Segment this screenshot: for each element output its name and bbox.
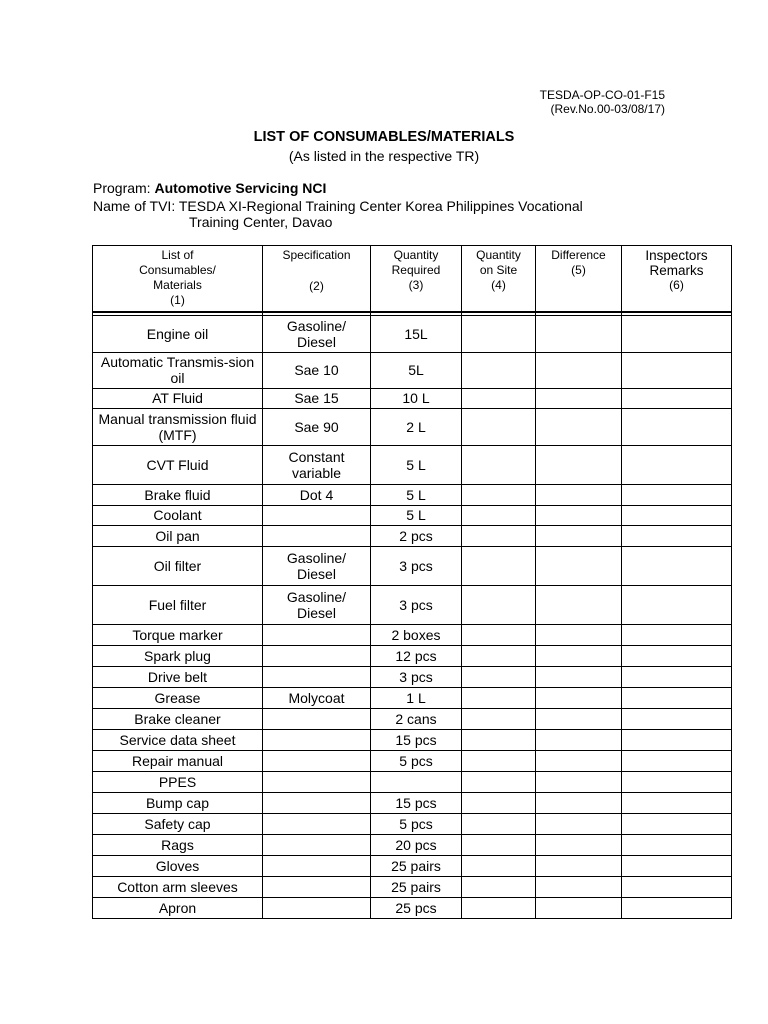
table-row [93,525,732,546]
qty-on-site-cell [462,525,536,546]
program-line [93,180,326,196]
qty-required-cell [371,771,462,792]
item-cell: Safety cap [93,813,263,834]
qty-on-site-cell [462,546,536,585]
difference-cell [536,484,622,505]
remarks-cell [622,792,732,813]
qty-required-cell: 5 pcs [371,750,462,771]
program-value: Automotive Servicing NCI [154,180,327,196]
difference-cell [536,645,622,666]
item-cell: Apron [93,897,263,918]
table-row [93,505,732,525]
qty-on-site-cell [462,771,536,792]
form-code-block [540,88,665,116]
remarks-cell [622,645,732,666]
qty-required-cell: 15L [371,315,462,352]
remarks-cell [622,876,732,897]
item-cell: CVT Fluid [93,445,263,484]
difference-cell [536,408,622,445]
col-header-quantity-required: Quantity Required (3) [371,246,462,312]
remarks-cell [622,687,732,708]
table-row [93,855,732,876]
item-cell: Drive belt [93,666,263,687]
col-header-specification: Specification (2) [263,246,371,312]
qty-on-site-cell [462,687,536,708]
item-cell: Cotton arm sleeves [93,876,263,897]
remarks-cell [622,546,732,585]
qty-required-cell: 1 L [371,687,462,708]
qty-required-cell: 20 pcs [371,834,462,855]
difference-cell [536,813,622,834]
spec-cell: Dot 4 [263,484,371,505]
remarks-cell [622,445,732,484]
spec-cell [263,624,371,645]
qty-required-cell: 5 L [371,445,462,484]
page-title: LIST OF CONSUMABLES/MATERIALS [253,129,515,145]
spec-cell: Sae 90 [263,408,371,445]
table-row [93,484,732,505]
spec-cell: Gasoline/ Diesel [263,585,371,624]
item-cell: Brake cleaner [93,708,263,729]
tvi-value: TESDA XI-Regional Training Center Korea Philippines Vocational [178,198,583,214]
spec-cell [263,771,371,792]
table-row [93,352,732,388]
difference-cell [536,687,622,708]
spec-cell [263,834,371,855]
item-cell: Fuel filter [93,585,263,624]
qty-on-site-cell [462,666,536,687]
qty-required-cell: 3 pcs [371,666,462,687]
qty-on-site-cell [462,708,536,729]
qty-required-cell: 2 boxes [371,624,462,645]
item-cell: Spark plug [93,645,263,666]
qty-required-cell: 5L [371,352,462,388]
qty-on-site-cell [462,876,536,897]
difference-cell [536,729,622,750]
qty-required-cell: 25 pcs [371,897,462,918]
remarks-cell [622,408,732,445]
spec-cell: Sae 10 [263,352,371,388]
remarks-cell [622,708,732,729]
difference-cell [536,585,622,624]
qty-on-site-cell [462,484,536,505]
qty-on-site-cell [462,645,536,666]
qty-on-site-cell [462,352,536,388]
item-cell: Oil pan [93,525,263,546]
remarks-cell [622,729,732,750]
qty-required-cell: 15 pcs [371,792,462,813]
qty-required-cell: 10 L [371,388,462,408]
item-cell: AT Fluid [93,388,263,408]
table-row [93,876,732,897]
qty-required-cell: 15 pcs [371,729,462,750]
qty-on-site-cell [462,505,536,525]
tvi-value-continued: Training Center, Davao [189,214,333,230]
qty-required-cell: 2 pcs [371,525,462,546]
page-subtitle: (As listed in the respective TR) [288,148,480,164]
tvi-label: Name of TVI: [93,198,176,214]
col-header-materials: List of Consumables/ Materials (1) [93,246,263,312]
item-cell: Automatic Transmis-sion oil [93,352,263,388]
item-cell: Repair manual [93,750,263,771]
difference-cell [536,897,622,918]
qty-on-site-cell [462,813,536,834]
spec-cell [263,750,371,771]
difference-cell [536,505,622,525]
table-header [93,246,732,312]
col-header-inspectors-remarks: Inspectors Remarks (6) [622,246,732,312]
qty-required-cell: 5 L [371,484,462,505]
spec-cell: Gasoline/ Diesel [263,315,371,352]
remarks-cell [622,771,732,792]
spec-cell [263,666,371,687]
col-header-quantity-on-site: Quantity on Site (4) [462,246,536,312]
revision-number: (Rev.No.00-03/08/17) [550,102,665,116]
table-row [93,585,732,624]
item-cell: PPES [93,771,263,792]
difference-cell [536,708,622,729]
remarks-cell [622,585,732,624]
remarks-cell [622,315,732,352]
remarks-cell [622,813,732,834]
qty-required-cell: 12 pcs [371,645,462,666]
table-row [93,771,732,792]
qty-on-site-cell [462,855,536,876]
qty-required-cell: 25 pairs [371,855,462,876]
remarks-cell [622,750,732,771]
spec-cell [263,792,371,813]
table-row [93,792,732,813]
item-cell: Brake fluid [93,484,263,505]
difference-cell [536,792,622,813]
spec-cell: Gasoline/ Diesel [263,546,371,585]
item-cell: Service data sheet [93,729,263,750]
table-row [93,445,732,484]
table-row [93,666,732,687]
qty-required-cell: 5 L [371,505,462,525]
qty-on-site-cell [462,315,536,352]
remarks-cell [622,897,732,918]
remarks-cell [622,855,732,876]
spec-cell: Sae 15 [263,388,371,408]
table-row [93,645,732,666]
spec-cell [263,505,371,525]
col-header-difference: Difference (5) [536,246,622,312]
remarks-cell [622,352,732,388]
form-code: TESDA-OP-CO-01-F15 [539,88,665,102]
spec-cell: Constant variable [263,445,371,484]
difference-cell [536,855,622,876]
remarks-cell [622,388,732,408]
qty-on-site-cell [462,445,536,484]
difference-cell [536,834,622,855]
qty-required-cell: 3 pcs [371,546,462,585]
table-row [93,729,732,750]
table-body [93,315,732,918]
difference-cell [536,352,622,388]
item-cell: Bump cap [93,792,263,813]
difference-cell [536,546,622,585]
qty-required-cell: 5 pcs [371,813,462,834]
program-label: Program: [93,180,151,196]
table-row [93,624,732,645]
table-row [93,315,732,352]
tvi-line [93,198,583,230]
qty-on-site-cell [462,729,536,750]
spec-cell [263,645,371,666]
item-cell: Oil filter [93,546,263,585]
table-row [93,834,732,855]
qty-required-cell: 2 L [371,408,462,445]
table-row [93,813,732,834]
qty-required-cell: 3 pcs [371,585,462,624]
qty-on-site-cell [462,750,536,771]
difference-cell [536,666,622,687]
difference-cell [536,771,622,792]
spec-cell: Molycoat [263,687,371,708]
qty-on-site-cell [462,388,536,408]
qty-on-site-cell [462,624,536,645]
remarks-cell [622,505,732,525]
difference-cell [536,315,622,352]
remarks-cell [622,834,732,855]
item-cell: Coolant [93,505,263,525]
item-cell: Torque marker [93,624,263,645]
spec-cell [263,729,371,750]
table-row [93,708,732,729]
table-row [93,687,732,708]
spec-cell [263,813,371,834]
remarks-cell [622,666,732,687]
difference-cell [536,750,622,771]
item-cell: Grease [93,687,263,708]
difference-cell [536,525,622,546]
qty-on-site-cell [462,834,536,855]
difference-cell [536,445,622,484]
qty-on-site-cell [462,897,536,918]
item-cell: Rags [93,834,263,855]
item-cell: Manual transmission fluid (MTF) [93,408,263,445]
item-cell: Engine oil [93,315,263,352]
qty-on-site-cell [462,792,536,813]
remarks-cell [622,624,732,645]
difference-cell [536,388,622,408]
difference-cell [536,876,622,897]
table-row [93,897,732,918]
remarks-cell [622,525,732,546]
qty-on-site-cell [462,408,536,445]
table-row [93,750,732,771]
qty-required-cell: 25 pairs [371,876,462,897]
qty-on-site-cell [462,585,536,624]
item-cell: Gloves [93,855,263,876]
spec-cell [263,855,371,876]
difference-cell [536,624,622,645]
spec-cell [263,525,371,546]
table-row [93,546,732,585]
spec-cell [263,876,371,897]
table-row [93,388,732,408]
remarks-cell [622,484,732,505]
spec-cell [263,708,371,729]
spec-cell [263,897,371,918]
qty-required-cell: 2 cans [371,708,462,729]
consumables-table [92,245,732,919]
table-row [93,408,732,445]
